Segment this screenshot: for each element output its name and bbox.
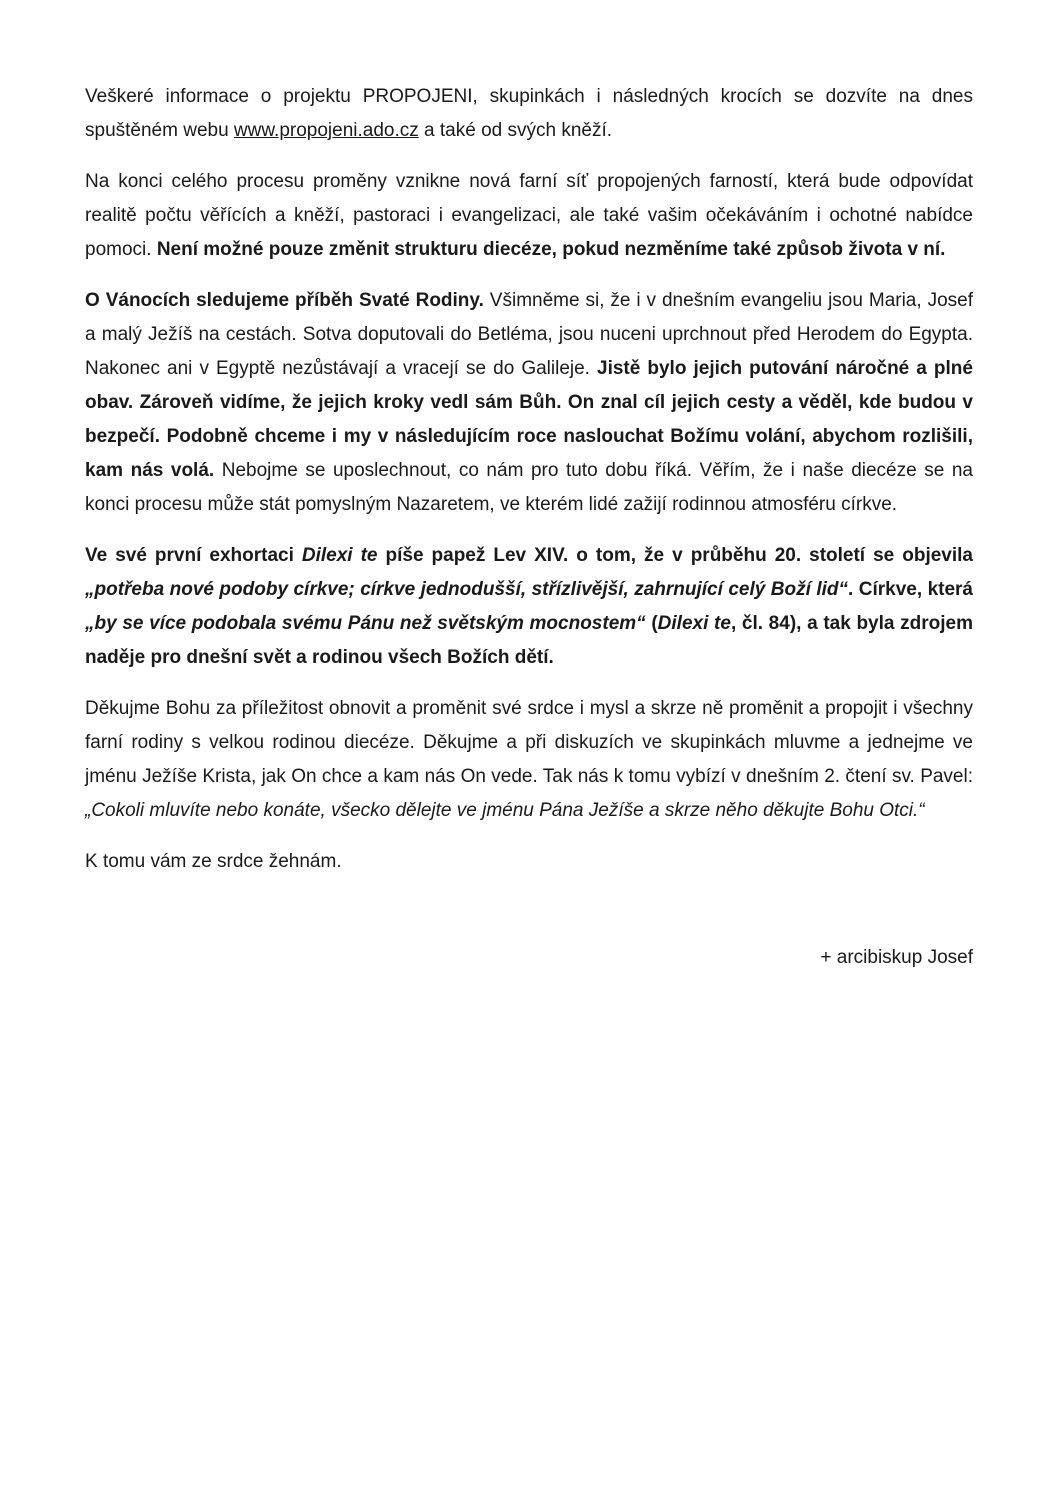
christmas-paragraph-run-2: Jistě bylo jejich putování náročné a plné obav. Zároveň vidíme, že jejich kroky vedl sám Bůh. On znal cíl jejich cesty a věděl, kde budou v bezpečí. Podobně chceme i my v následujícím roce naslouchat Božímu volání, abychom rozlišili, kam nás volá. bbox=[85, 358, 973, 481]
christmas-paragraph-run-0: O Vánocích sledujeme příběh Svaté Rodiny. bbox=[85, 290, 490, 311]
thanksgiving-paragraph-run-0: Děkujme Bohu za příležitost obnovit a proměnit své srdce i mysl a skrze ně proměnit a propojit i všechny farní rodiny s velkou rodinou diecéze. Děkujme a při diskuzích ve skupinkách mluvme a jednejme ve jménu Ježíše Krista, jak On chce a kam nás On vede. Tak nás k tomu vybízí v dnešním 2. čtení sv. Pavel: bbox=[85, 698, 973, 787]
signature-text: + arcibiskup Josef bbox=[820, 947, 973, 968]
thanksgiving-paragraph bbox=[85, 692, 973, 828]
christmas-paragraph bbox=[85, 284, 973, 522]
dilexi-te-paragraph-run-3: „potřeba nové podoby církve; církve jednodušší, střízlivější, zahrnující celý Boží lid“ bbox=[85, 579, 849, 600]
signature-paragraph bbox=[85, 941, 973, 975]
dilexi-te-paragraph-run-5: „by se více podobala svému Pánu než světským mocnostem“ bbox=[85, 613, 646, 634]
process-paragraph-run-0: Na konci celého procesu proměny vznikne nová farní síť propojených farností, která bude odpovídat realitě počtu věřících a kněží, pastoraci i evangelizaci, ale také vašim očekáváním i ochotné nabídce pomoci. bbox=[85, 171, 973, 260]
blessing-paragraph-run-0: K tomu vám ze srdce žehnám. bbox=[85, 851, 342, 872]
dilexi-te-paragraph-run-4: . Církve, která bbox=[848, 579, 973, 600]
intro-paragraph bbox=[85, 80, 973, 148]
thanksgiving-paragraph-run-1: „Cokoli mluvíte nebo konáte, všecko dělejte ve jménu Pána Ježíše a skrze něho děkujte Bohu Otci.“ bbox=[85, 800, 925, 821]
blessing-paragraph bbox=[85, 845, 973, 879]
dilexi-te-paragraph-run-8: , čl. 84), a tak byla zdrojem naděje pro dnešní svět a rodinou všech Božích dětí. bbox=[85, 613, 973, 668]
dilexi-te-paragraph-run-2: píše papež Lev XIV. o tom, že v průběhu 20. století se objevila bbox=[377, 545, 973, 566]
intro-paragraph-run-0: Veškeré informace o projektu PROPOJENI, skupinkách i následných krocích se dozvíte na dnes spuštěném webu bbox=[85, 86, 973, 141]
christmas-paragraph-run-3: Nebojme se uposlechnout, co nám pro tuto dobu říká. Věřím, že i naše diecéze se na konci procesu může stát pomyslným Nazaretem, ve kterém lidé zažijí rodinnou atmosféru církve. bbox=[85, 460, 973, 515]
dilexi-te-paragraph-run-6: ( bbox=[645, 613, 658, 634]
process-paragraph-run-1: Není možné pouze změnit strukturu diecéze, pokud nezměníme také způsob života v ní. bbox=[156, 239, 946, 260]
dilexi-te-paragraph-run-1: Dilexi te bbox=[301, 545, 378, 566]
dilexi-te-paragraph-run-7: Dilexi te bbox=[657, 613, 731, 634]
intro-paragraph-run-2: a také od svých kněží. bbox=[418, 120, 613, 141]
christmas-paragraph-run-1: Všimněme si, že i v dnešním evangeliu jsou Maria, Josef a malý Ježíš na cestách. Sotva doputovali do Betléma, jsou nuceni uprchnout před Herodem do Egypta. Nakonec ani v Egyptě nezůstávají a vracejí se do Galileje. bbox=[85, 290, 973, 379]
letter-body bbox=[85, 80, 973, 992]
process-paragraph bbox=[85, 165, 973, 267]
propojeni-website-link[interactable]: www.propojeni.ado.cz bbox=[233, 120, 419, 141]
dilexi-te-paragraph bbox=[85, 539, 973, 675]
dilexi-te-paragraph-run-0: Ve své první exhortaci bbox=[85, 545, 302, 566]
